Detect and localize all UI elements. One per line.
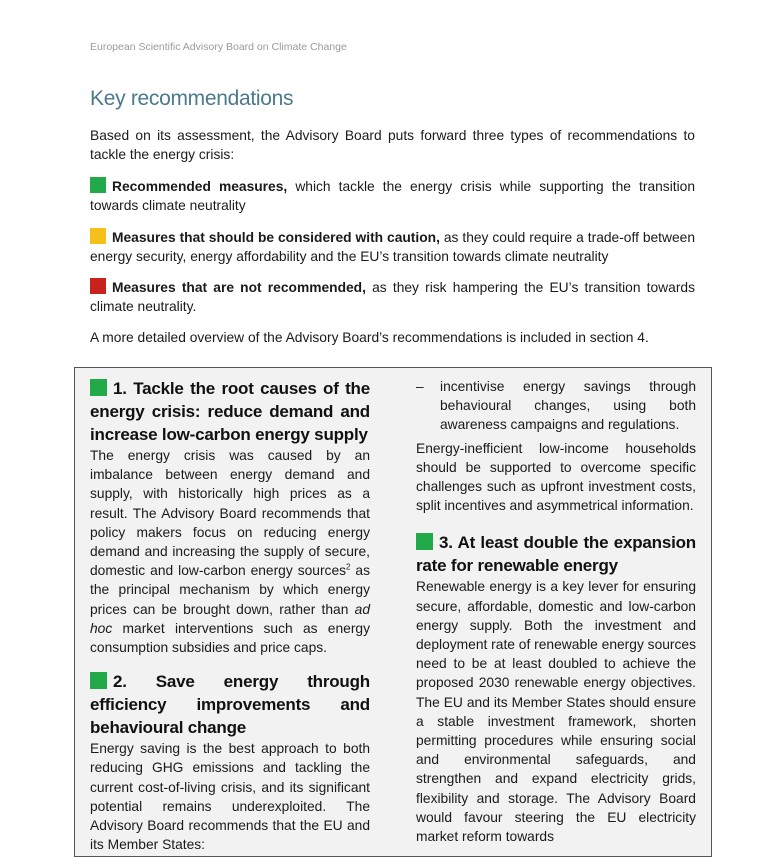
running-header: European Scientific Advisory Board on Climate Change: [90, 41, 347, 53]
rec2-bullet-text: incentivise energy savings through behavioural changes, using both awareness campaigns and regulations.: [440, 379, 696, 433]
box-right-column: [416, 377, 696, 846]
rec1-body: [90, 446, 370, 657]
rec1-heading: [90, 377, 370, 446]
category-not-recommended: [90, 278, 695, 316]
rec1-title: 1. Tackle the root causes of the energy crisis: reduce demand and increase low-carbon energy supply: [90, 379, 370, 444]
box-left-column: [90, 377, 370, 854]
green-square-icon: [90, 177, 106, 193]
red-square-icon: [90, 278, 106, 294]
intro-paragraph: Based on its assessment, the Advisory Board puts forward three types of recommendations to tackle the energy crisis:: [90, 128, 695, 162]
green-square-icon: [416, 533, 433, 550]
category-recommended-lead: Recommended measures,: [112, 179, 288, 194]
rec1-body-c: market interventions such as energy consumption subsidies and price caps.: [90, 620, 370, 656]
category-recommended-text: which tackle the energy crisis while supporting the transition towards climate neutrality: [90, 179, 696, 213]
category-not-recommended-text: as they risk hampering the EU’s transition towards climate neutrality.: [90, 280, 695, 314]
rec2-heading: [90, 670, 370, 739]
category-recommended: [90, 177, 695, 215]
section-title: Key recommendations: [90, 87, 294, 110]
category-caution-lead: Measures that should be considered with caution,: [112, 230, 440, 245]
rec3-title: 3. At least double the expansion rate for renewable energy: [416, 533, 696, 576]
rec3-body: Renewable energy is a key lever for ensuring secure, affordable, domestic and low-carbon energy supply. Both the investment and deployment rate of renewable energy sources need to be at least doubled to achieve the proposed 2030 renewable energy objectives. The EU and its Member States should ensure a stable investment framework, shorten permitting procedures while ensuring social and environmental safeguards, and strengthen and expand electricity grids, flexibility and storage. The Advisory Board would favour steering the EU electricity market reform towards: [416, 579, 696, 845]
rec1-body-a: The energy crisis was caused by an imbalance between energy demand and supply, with historically high prices as a result. The Advisory Board recommends that policy makers focus on reducing energy demand and increasing the supply of secure, domestic and low-carbon energy sources: [90, 448, 370, 579]
green-square-icon: [90, 379, 107, 396]
overview-paragraph: A more detailed overview of the Advisory Board’s recommendations is included in section 4.: [90, 330, 649, 345]
rec3-heading: [416, 531, 696, 577]
rec2-title: 2. Save energy through efficiency improvements and behavioural change: [90, 672, 370, 738]
rec1-body-italic: ad hoc: [90, 601, 370, 636]
yellow-square-icon: [90, 228, 106, 244]
category-caution: [90, 228, 695, 266]
dash-marker: –: [416, 379, 424, 394]
green-square-icon: [90, 672, 107, 689]
footnote-marker: 2: [346, 562, 351, 572]
rec2-continuation: Energy-inefficient low-income households should be supported to overcome specific challenges such as upfront investment costs, split incentives and asymmetrical information.: [416, 440, 696, 514]
recommendations-box: [74, 367, 712, 857]
rec2-body: Energy saving is the best approach to both reducing GHG emissions and tackling the current cost-of-living crisis, and its significant potential remains underexploited. The Advisory Board recommends that the EU and its Member States:: [90, 741, 370, 853]
rec2-bullet: [416, 377, 696, 435]
rec1-body-b: as the principal mechanism by which energy prices can be brought down, rather than: [90, 563, 370, 617]
category-caution-text: as they could require a trade-off between energy security, energy affordability and the EU’s transition towards climate neutrality: [90, 230, 695, 264]
category-not-recommended-lead: Measures that are not recommended,: [112, 280, 366, 295]
